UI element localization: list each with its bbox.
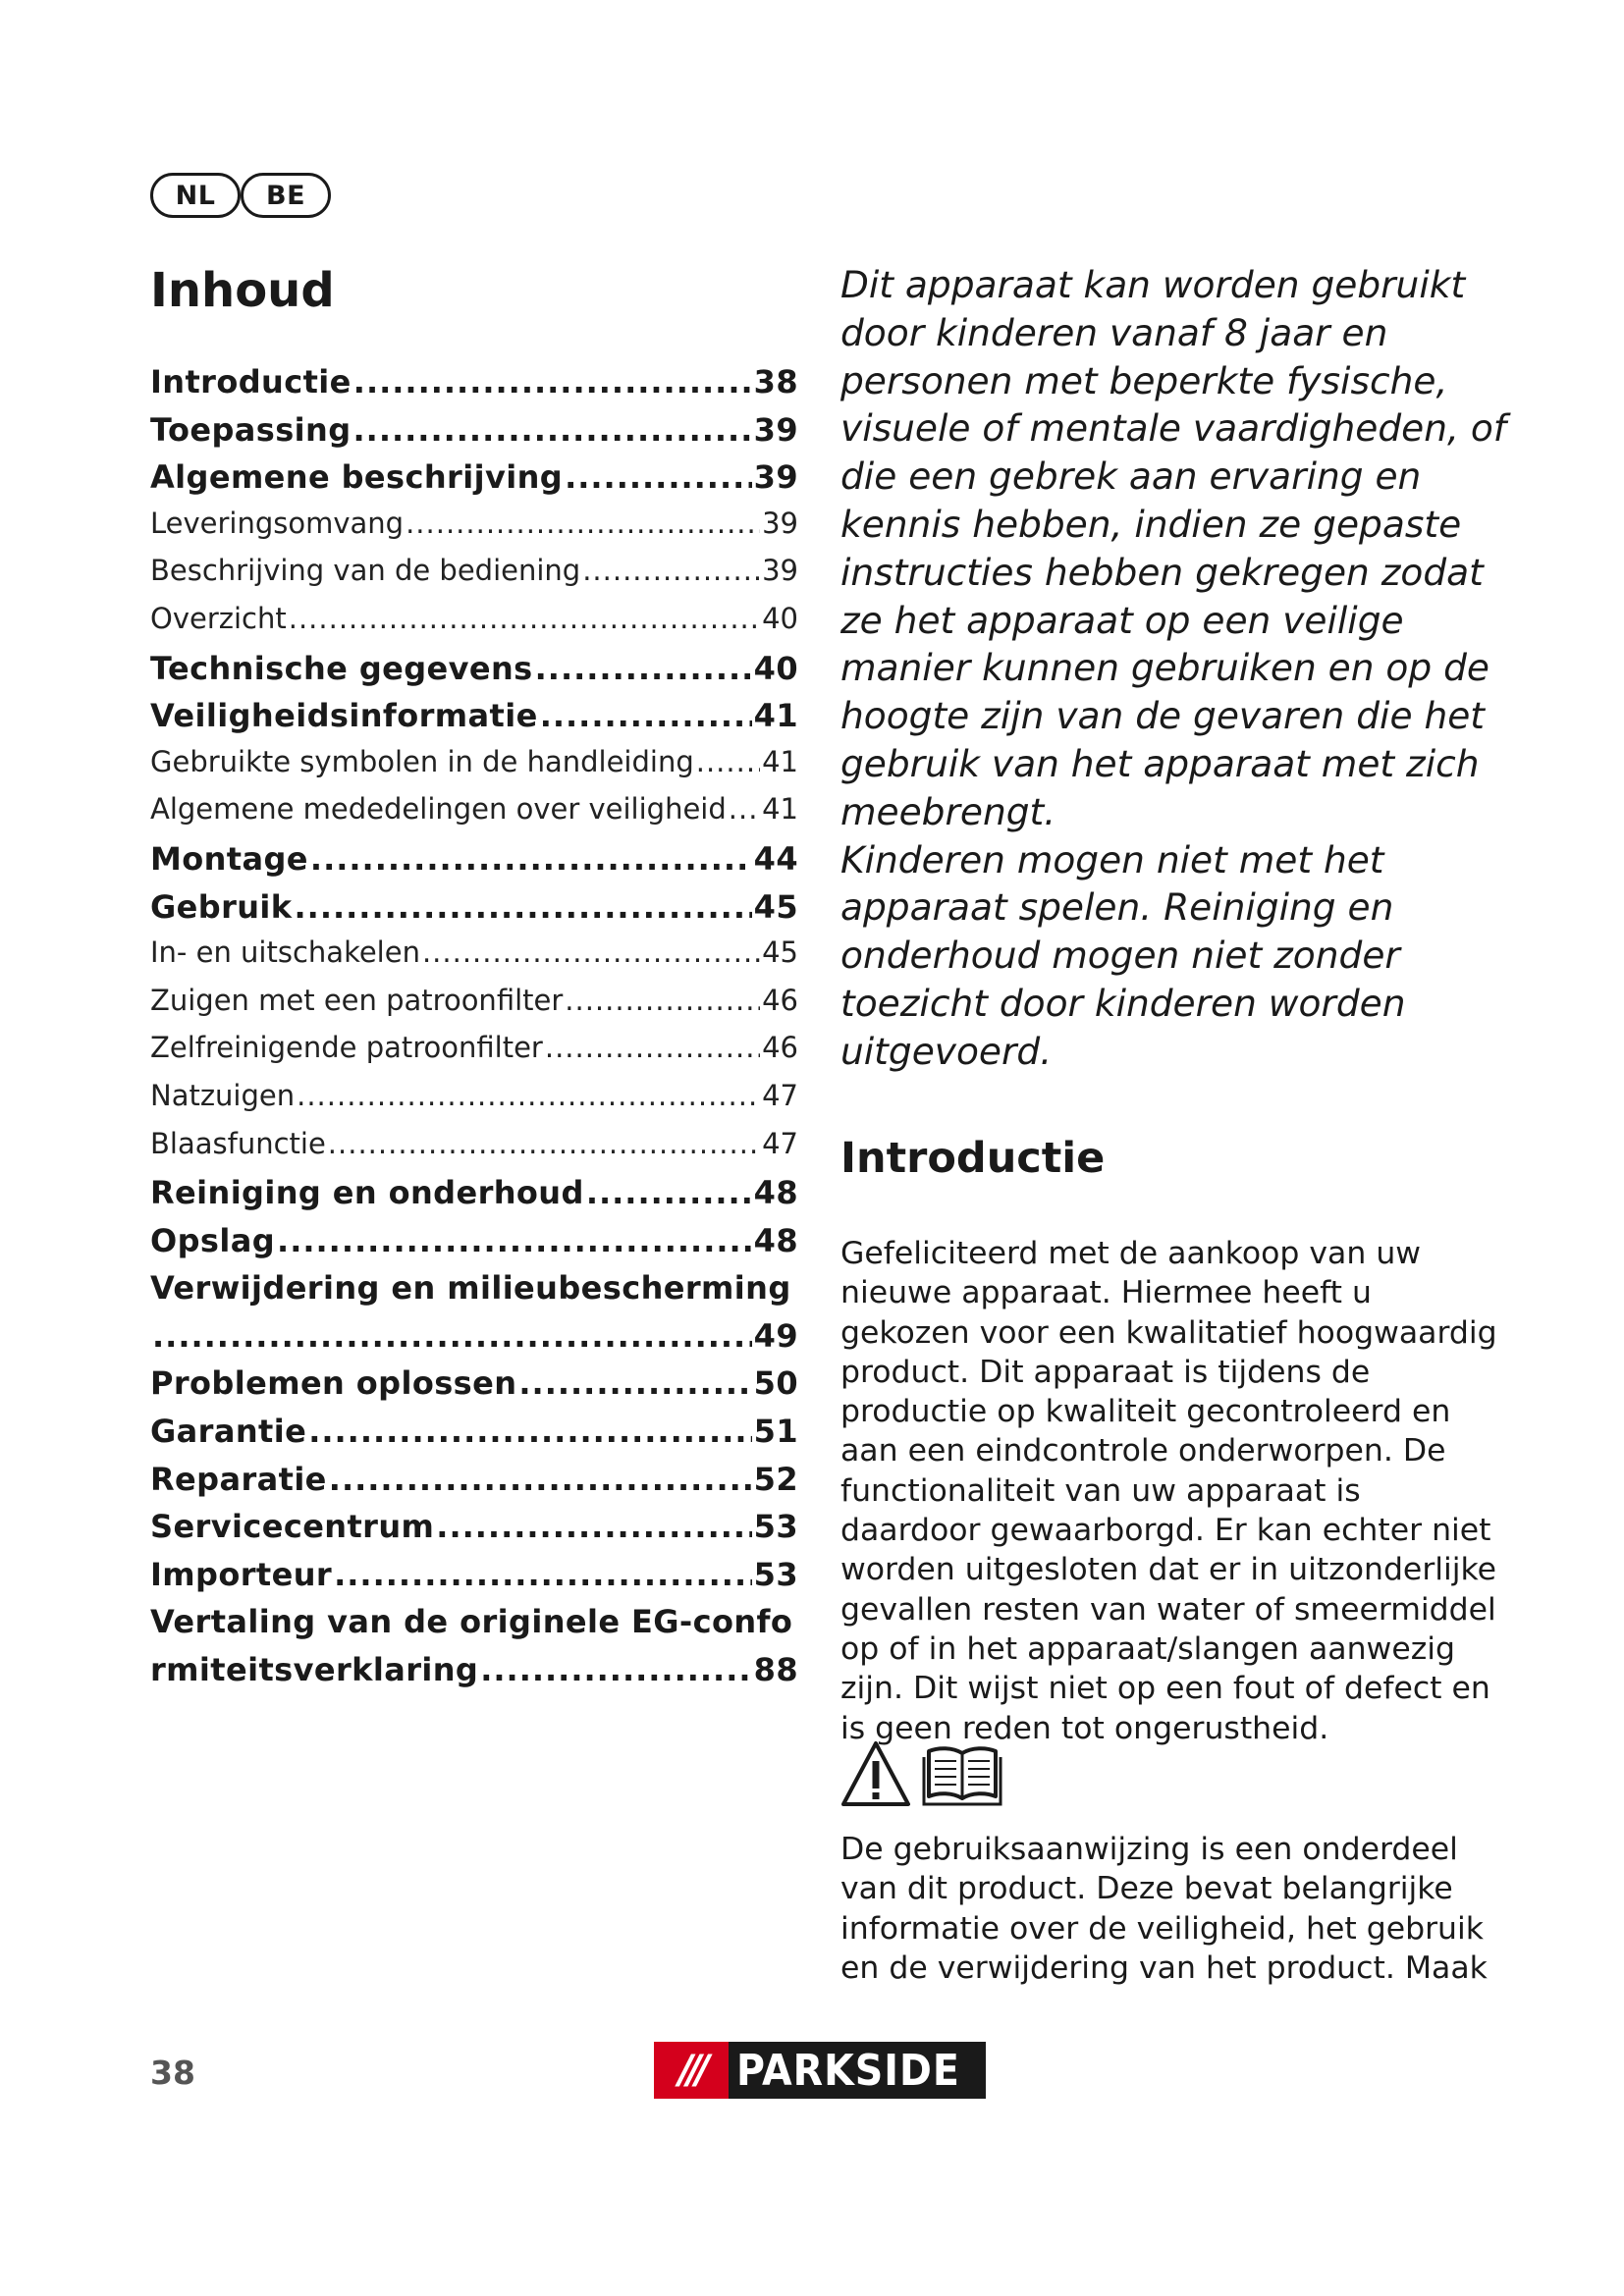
toc-entry-line[interactable] bbox=[150, 1651, 798, 1699]
toc-entry-line[interactable] bbox=[150, 1269, 798, 1317]
toc-leader-dots bbox=[565, 984, 760, 1017]
toc-leader-dots bbox=[582, 554, 760, 587]
toc-leader-dots bbox=[353, 363, 752, 400]
toc-entry-label: Montage bbox=[150, 839, 308, 878]
toc-entry[interactable] bbox=[150, 602, 798, 650]
toc-leader-dots bbox=[545, 1031, 760, 1064]
toc-entry-label: Zelfreinigende patroonfilter bbox=[150, 1031, 543, 1065]
toc-entry-page: 41 bbox=[762, 744, 798, 778]
toc-entry-label: Zuigen met een patroonfilter bbox=[150, 983, 564, 1017]
toc-entry-page: 53 bbox=[753, 1555, 798, 1593]
toc-entry-page: 40 bbox=[753, 649, 798, 687]
toc-entry[interactable] bbox=[150, 1556, 798, 1604]
toc-entry-label: Servicecentrum bbox=[150, 1508, 435, 1546]
toc-entry-label: Opslag bbox=[150, 1221, 276, 1259]
toc-entry[interactable] bbox=[150, 1413, 798, 1461]
toc-entry[interactable] bbox=[150, 888, 798, 936]
toc-leader-dots bbox=[277, 1222, 752, 1259]
toc-entry-label: Problemen oplossen bbox=[150, 1364, 517, 1403]
toc-leader-dots bbox=[518, 1364, 751, 1402]
toc-entry[interactable] bbox=[150, 458, 798, 507]
toc-leader-dots bbox=[328, 1127, 760, 1160]
toc-entry-page: 45 bbox=[753, 887, 798, 926]
toc-entry-label: Vertaling van de originele EG-confo bbox=[150, 1603, 793, 1641]
toc-entry-label: Veiligheidsinformatie bbox=[150, 697, 538, 735]
toc-entry-label: Algemene beschrijving bbox=[150, 458, 564, 497]
toc-leader-dots bbox=[540, 697, 752, 734]
toc-entry-page: 50 bbox=[753, 1364, 798, 1403]
toc-leader-dots bbox=[310, 840, 752, 878]
toc-entry[interactable] bbox=[150, 650, 798, 698]
toc-leader-dots bbox=[729, 792, 760, 826]
language-badge-nl: NL bbox=[150, 173, 241, 218]
toc-entry-page: 39 bbox=[753, 458, 798, 497]
toc-entry-page: 44 bbox=[753, 839, 798, 878]
toc-leader-dots bbox=[295, 888, 752, 926]
toc-entry-label: Introductie bbox=[150, 363, 352, 400]
open-book-icon bbox=[921, 1739, 1003, 1808]
toc-entry-label: Leveringsomvang bbox=[150, 506, 405, 540]
toc-entry[interactable] bbox=[150, 1174, 798, 1222]
page-number: 38 bbox=[150, 2054, 195, 2092]
toc-title: Inhoud bbox=[150, 263, 335, 318]
toc-entry-page: 39 bbox=[762, 506, 798, 540]
toc-entry-label: In- en uitschakelen bbox=[150, 935, 420, 970]
toc-entry-page: 41 bbox=[753, 697, 798, 735]
toc-entry-page: 47 bbox=[762, 1126, 798, 1160]
toc-entry-label: Beschrijving van de bediening bbox=[150, 554, 581, 588]
table-of-contents bbox=[150, 363, 798, 1699]
toc-leader-dots bbox=[353, 411, 752, 449]
toc-entry-label: Garantie bbox=[150, 1413, 307, 1451]
toc-entry[interactable] bbox=[150, 1127, 798, 1175]
toc-leader-dots bbox=[406, 507, 760, 540]
toc-entry-label: Gebruikte symbolen in de handleiding bbox=[150, 744, 694, 778]
toc-entry-page: 46 bbox=[762, 983, 798, 1017]
logo-slashes: /// bbox=[654, 2042, 729, 2099]
toc-entry[interactable] bbox=[150, 840, 798, 888]
toc-entry-label: Importeur bbox=[150, 1555, 333, 1593]
manual-text: De gebruiksaanwijzing is een onderdeel van dit product. Deze bevat belangrijke informatie over de veiligheid, het gebruik en de verwijdering van het product. Maak bbox=[840, 1832, 1488, 1986]
toc-entry-label: Natzuigen bbox=[150, 1078, 296, 1112]
toc-entry-page: 40 bbox=[762, 601, 798, 635]
toc-entry[interactable] bbox=[150, 1461, 798, 1509]
toc-entry[interactable] bbox=[150, 745, 798, 793]
toc-entry-label: Blaasfunctie bbox=[150, 1126, 326, 1160]
toc-entry[interactable] bbox=[150, 935, 798, 984]
toc-entry-label: Reiniging en onderhoud bbox=[150, 1174, 584, 1212]
toc-leader-dots bbox=[334, 1556, 752, 1593]
toc-entry-page: 48 bbox=[753, 1174, 798, 1212]
introduction-text: Gefeliciteerd met de aankoop van uw nieuwe apparaat. Hiermee heeft u gekozen voor een kwalitatief hoogwaardig product. Dit apparaat is tijdens de productie op kwaliteit gecontroleerd en aan een eindcontrole onderworpen. De functionaliteit van uw apparaat is daardoor gewaarborgd. Er kan echter niet worden uitgesloten dat er in uitzonderlijke gevallen resten van water of smeermiddel op of in het apparaat/slangen aanwezig zijn. Dit wijst niet op een fout of defect en is geen reden tot ongerustheid. bbox=[840, 1236, 1497, 1746]
toc-entry[interactable] bbox=[150, 1508, 798, 1556]
toc-leader-dots bbox=[480, 1651, 751, 1688]
toc-leader-dots bbox=[535, 650, 752, 687]
section-title-introductie: Introductie bbox=[840, 1134, 1106, 1183]
toc-entry-label: Gebruik bbox=[150, 887, 293, 926]
toc-entry[interactable] bbox=[150, 984, 798, 1032]
toc-leader-dots bbox=[308, 1413, 751, 1450]
toc-entry[interactable] bbox=[150, 1222, 798, 1270]
toc-leader-dots bbox=[586, 1174, 752, 1211]
toc-entry-line[interactable] bbox=[150, 1603, 798, 1651]
toc-entry-page: 51 bbox=[753, 1413, 798, 1451]
toc-entry[interactable] bbox=[150, 1364, 798, 1413]
toc-leader-dots bbox=[297, 1079, 760, 1112]
toc-entry-label: Toepassing bbox=[150, 410, 352, 449]
toc-entry-label: Algemene mededelingen over veiligheid bbox=[150, 792, 727, 827]
toc-entry[interactable] bbox=[150, 411, 798, 459]
language-badges bbox=[150, 173, 331, 220]
safety-warning bbox=[840, 261, 1508, 1076]
toc-entry-page: 46 bbox=[762, 1031, 798, 1065]
parkside-logo bbox=[654, 2042, 986, 2099]
toc-entry-page: 48 bbox=[753, 1221, 798, 1259]
safety-warning-paragraph: Kinderen mogen niet met het apparaat spelen. Reiniging en onderhoud mogen niet zonder toezicht door kinderen worden uitgevoerd. bbox=[840, 837, 1406, 1073]
toc-leader-dots bbox=[289, 602, 760, 635]
toc-entry-page: 38 bbox=[753, 363, 798, 400]
toc-entry-page: 45 bbox=[762, 935, 798, 970]
toc-entry-label: Overzicht bbox=[150, 601, 287, 635]
toc-entry-label: Reparatie bbox=[150, 1460, 327, 1498]
toc-leader-dots bbox=[422, 935, 760, 969]
toc-entry[interactable] bbox=[150, 792, 798, 840]
toc-entry-label: Technische gegevens bbox=[150, 649, 533, 687]
toc-entry-label: Verwijdering en milieubescherming bbox=[150, 1269, 791, 1308]
toc-entry[interactable] bbox=[150, 697, 798, 745]
toc-entry-label: rmiteitsverklaring bbox=[150, 1651, 479, 1689]
toc-entry-page: 88 bbox=[753, 1651, 798, 1689]
safety-warning-text bbox=[840, 261, 1508, 1076]
toc-entry[interactable] bbox=[150, 554, 798, 602]
toc-entry-line[interactable] bbox=[150, 1317, 798, 1365]
language-badge-be: BE bbox=[241, 173, 331, 218]
toc-leader-dots bbox=[329, 1461, 752, 1498]
toc-entry[interactable] bbox=[150, 1079, 798, 1127]
toc-entry-page: 39 bbox=[753, 410, 798, 449]
toc-leader-dots bbox=[565, 458, 752, 496]
toc-entry-page: 47 bbox=[762, 1078, 798, 1112]
toc-leader-dots bbox=[152, 1317, 752, 1355]
symbol-row bbox=[840, 1739, 1003, 1808]
toc-entry-page: 53 bbox=[753, 1508, 798, 1546]
logo-brand: PARKSIDE bbox=[736, 2045, 960, 2096]
warning-triangle-icon bbox=[840, 1739, 911, 1808]
safety-warning-paragraph: Dit apparaat kan worden gebruikt door kinderen vanaf 8 jaar en personen met beperkte fysische, visuele of mentale vaardigheden, of die een gebrek aan ervaring en kennis hebben, indien ze gepaste instructies hebben gekregen zodat ze het apparaat op een veilige manier kunnen gebruiken en op de hoogte zijn van de gevaren die het gebruik van het apparaat met zich meebrengt. bbox=[840, 263, 1506, 833]
toc-entry[interactable] bbox=[150, 363, 798, 411]
toc-entry[interactable] bbox=[150, 507, 798, 555]
toc-entry[interactable] bbox=[150, 1031, 798, 1079]
toc-entry-page: 52 bbox=[753, 1460, 798, 1498]
toc-entry-page: 39 bbox=[762, 554, 798, 588]
toc-leader-dots bbox=[696, 745, 760, 778]
toc-entry-page: 41 bbox=[762, 792, 798, 827]
toc-leader-dots bbox=[436, 1508, 751, 1545]
toc-entry-page: 49 bbox=[753, 1316, 798, 1355]
